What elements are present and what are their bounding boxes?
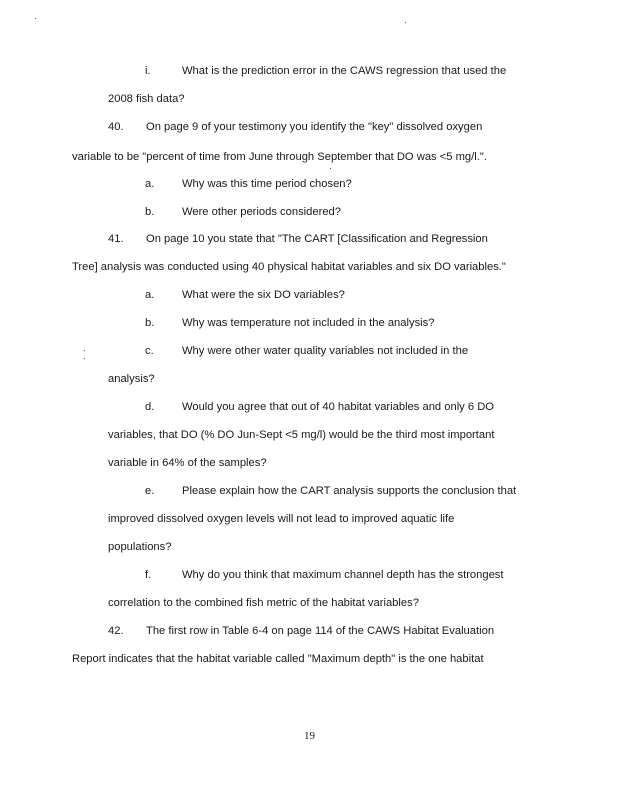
q40-b-label: b.	[145, 206, 155, 218]
scan-speck	[405, 22, 406, 23]
q41-c-label: c.	[145, 345, 154, 357]
q41-d-continuation-1: variables, that DO (% DO Jun-Sept <5 mg/l) would be the third most important	[108, 429, 495, 441]
scan-speck	[35, 18, 36, 19]
q41-b-text: Why was temperature not included in the analysis?	[182, 317, 435, 329]
q41-d-continuation-2: variable in 64% of the samples?	[108, 457, 267, 469]
scan-speck	[84, 350, 85, 351]
q41-f-continuation: correlation to the combined fish metric of the habitat variables?	[108, 597, 419, 609]
q41-e-label: e.	[145, 485, 155, 497]
question-42-text: The first row in Table 6-4 on page 114 of the CAWS Habitat Evaluation	[146, 625, 495, 637]
q41-e-text: Please explain how the CART analysis supports the conclusion that	[182, 485, 517, 497]
scan-speck	[330, 168, 331, 169]
q41-f-text: Why do you think that maximum channel depth has the strongest	[182, 569, 504, 581]
question-42-number: 42.	[108, 625, 124, 637]
q41-f-label: f.	[145, 569, 152, 581]
q41-a-text: What were the six DO variables?	[182, 289, 345, 301]
q40-b-text: Were other periods considered?	[182, 206, 341, 218]
q41-d-text: Would you agree that out of 40 habitat variables and only 6 DO	[182, 401, 494, 413]
item-i-text: What is the prediction error in the CAWS regression that used the	[182, 65, 507, 77]
question-40-continuation: variable to be "percent of time from June through September that DO was <5 mg/l.".	[72, 151, 487, 163]
question-42-continuation: Report indicates that the habitat variable called "Maximum depth" is the one habitat	[72, 653, 484, 665]
item-i-label: i.	[145, 65, 151, 77]
q41-e-continuation-1: improved dissolved oxygen levels will not lead to improved aquatic life	[108, 513, 455, 525]
question-41-continuation: Tree] analysis was conducted using 40 physical habitat variables and six DO variables."	[72, 261, 506, 273]
question-41-number: 41.	[108, 233, 124, 245]
item-i-continuation: 2008 fish data?	[108, 93, 185, 105]
page-number: 19	[304, 730, 315, 742]
q41-c-text: Why were other water quality variables not included in the	[182, 345, 469, 357]
q41-c-continuation: analysis?	[108, 373, 155, 385]
q41-b-label: b.	[145, 317, 155, 329]
q41-a-label: a.	[145, 289, 155, 301]
q41-e-continuation-2: populations?	[108, 541, 172, 553]
question-40-number: 40.	[108, 121, 124, 133]
question-41-text: On page 10 you state that "The CART [Classification and Regression	[146, 233, 488, 245]
question-40-text: On page 9 of your testimony you identify the "key" dissolved oxygen	[146, 121, 483, 133]
q40-a-text: Why was this time period chosen?	[182, 178, 352, 190]
scan-speck	[84, 358, 85, 359]
q40-a-label: a.	[145, 178, 155, 190]
q41-d-label: d.	[145, 401, 155, 413]
